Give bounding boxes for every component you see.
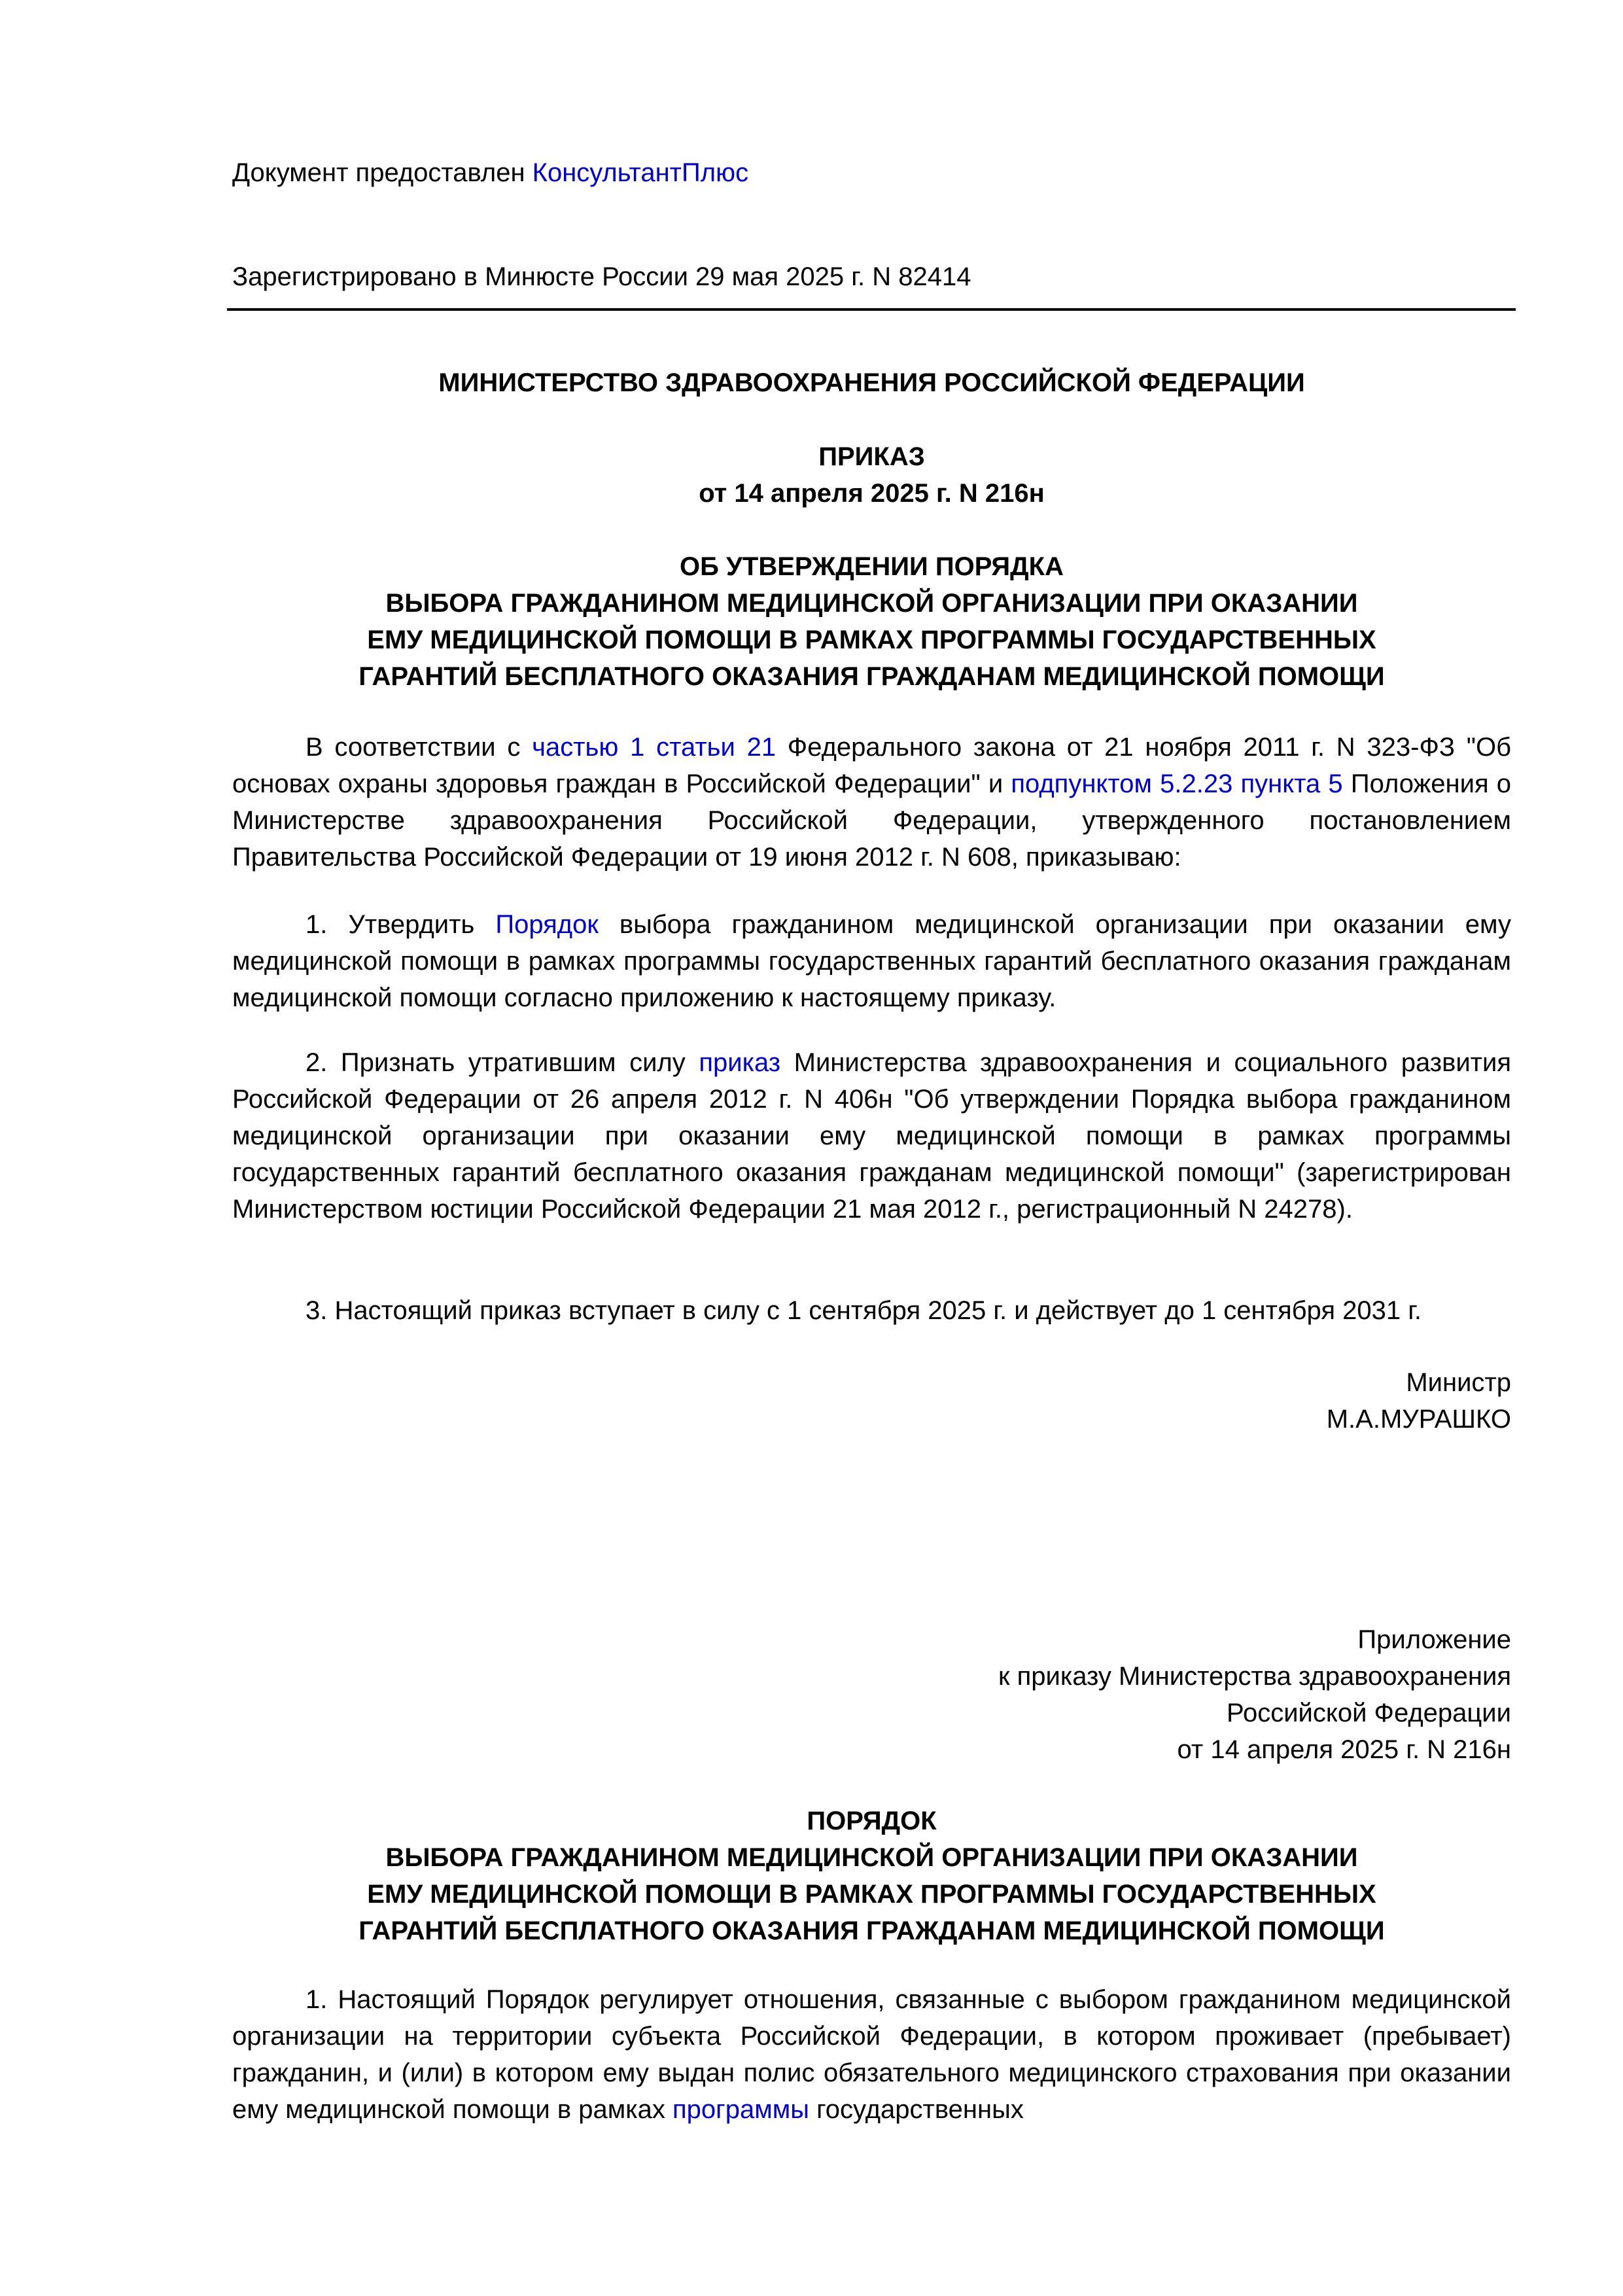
appendix-line: к приказу Министерства здравоохранения [998, 1662, 1511, 1691]
item-text: Министерства здравоохранения и социального развития Российской Федерации от 26 апреля 2012 г. N 406н "Об утверждении Порядка выбора гражданином медицинской организации при оказании ему медицинской помощи в рамках программы государственных гарантий бесплатного оказания гражданам медицинской помощи" (зарегистрирован Министерством юстиции Российской Федерации 21 мая 2012 г., регистрационный N 24278). [232, 1048, 1512, 1224]
provided-by-text: Документ предоставлен [232, 158, 532, 187]
order-item-3: 3. Настоящий приказ вступает в силу с 1 сентября 2025 г. и действует до 1 сентября 2031 г. [305, 1296, 1422, 1325]
order-title [232, 548, 1511, 695]
procedure-title-line: ЕМУ МЕДИЦИНСКОЙ ПОМОЩИ В РАМКАХ ПРОГРАММЫ ГОСУДАРСТВЕННЫХ [367, 1880, 1376, 1909]
article-21-link[interactable]: частью 1 статьи 21 [532, 733, 777, 762]
signature-name: М.А.МУРАШКО [1326, 1405, 1511, 1434]
procedure-title [232, 1803, 1511, 1949]
provided-by-line [232, 154, 748, 191]
order-item-2 [232, 1044, 1511, 1227]
header-divider [227, 308, 1516, 311]
preamble-text: Федерального закона от 21 ноября 2011 г. N 323-ФЗ "Об основах охраны здоровья граждан в Российской Федерации" и [232, 733, 1511, 798]
signature-block [232, 1364, 1511, 1438]
item-text: выбора гражданином медицинской организации при оказании ему медицинской помощи в рамках программы государственных гарантий бесплатного оказания гражданам медицинской помощи согласно приложению к настоящему приказу. [232, 910, 1511, 1012]
order-title-line: ЕМУ МЕДИЦИНСКОЙ ПОМОЩИ В РАМКАХ ПРОГРАММЫ ГОСУДАРСТВЕННЫХ [367, 626, 1376, 654]
item-text: 1. Настоящий Порядок регулирует отношения, связанные с выбором гражданином медицинской организации на территории субъекта Российской Федерации, в котором проживает (пребывает) гражданин, и (или) в котором ему выдан полис обязательного медицинского страхования при оказании ему медицинской помощи в рамках [232, 1985, 1511, 2124]
registration-note: Зарегистрировано в Минюсте России 29 мая 2025 г. N 82414 [232, 262, 971, 291]
procedure-title-line: ПОРЯДОК [807, 1807, 937, 1835]
preamble-text: Положения о Министерстве здравоохранения Российской Федерации, утвержденного постановлением Правительства Российской Федерации от 19 июня 2012 г. N 608, приказываю: [232, 769, 1512, 872]
preamble-paragraph [232, 729, 1511, 875]
preamble-text: В соответствии с [305, 733, 532, 762]
program-link[interactable]: программы [672, 2095, 809, 2124]
order-title-line: ВЫБОРА ГРАЖДАНИНОМ МЕДИЦИНСКОЙ ОРГАНИЗАЦИИ ПРИ ОКАЗАНИИ [385, 589, 1358, 618]
order-title-line: ГАРАНТИЙ БЕСПЛАТНОГО ОКАЗАНИЯ ГРАЖДАНАМ МЕДИЦИНСКОЙ ПОМОЩИ [358, 662, 1385, 691]
signature-position: Министр [1406, 1368, 1511, 1397]
order-date: от 14 апреля 2025 г. N 216н [699, 479, 1045, 508]
order-title-line: ОБ УТВЕРЖДЕНИИ ПОРЯДКА [680, 552, 1064, 581]
subpoint-5-2-23-link[interactable]: подпунктом 5.2.23 пункта 5 [1011, 769, 1343, 798]
order-item-1 [232, 906, 1511, 1016]
procedure-title-line: ВЫБОРА ГРАЖДАНИНОМ МЕДИЦИНСКОЙ ОРГАНИЗАЦИИ ПРИ ОКАЗАНИИ [385, 1843, 1358, 1872]
revoked-order-link[interactable]: приказ [699, 1048, 781, 1077]
ministry-name: МИНИСТЕРСТВО ЗДРАВООХРАНЕНИЯ РОССИЙСКОЙ ФЕДЕРАЦИИ [438, 368, 1305, 397]
procedure-title-line: ГАРАНТИЙ БЕСПЛАТНОГО ОКАЗАНИЯ ГРАЖДАНАМ МЕДИЦИНСКОЙ ПОМОЩИ [358, 1916, 1385, 1945]
item-text: 2. Признать утратившим силу [305, 1048, 699, 1077]
item-text: 1. Утвердить [305, 910, 496, 939]
procedure-link[interactable]: Порядок [495, 910, 599, 939]
consultant-plus-link[interactable]: КонсультантПлюс [532, 158, 749, 187]
appendix-line: от 14 апреля 2025 г. N 216н [1177, 1735, 1511, 1764]
appendix-line: Российской Федерации [1227, 1699, 1511, 1727]
appendix-header [232, 1621, 1511, 1768]
item-text: государственных [809, 2095, 1024, 2124]
procedure-item-1 [232, 1981, 1511, 2128]
appendix-line: Приложение [1357, 1625, 1511, 1654]
order-type: ПРИКАЗ [818, 442, 925, 471]
